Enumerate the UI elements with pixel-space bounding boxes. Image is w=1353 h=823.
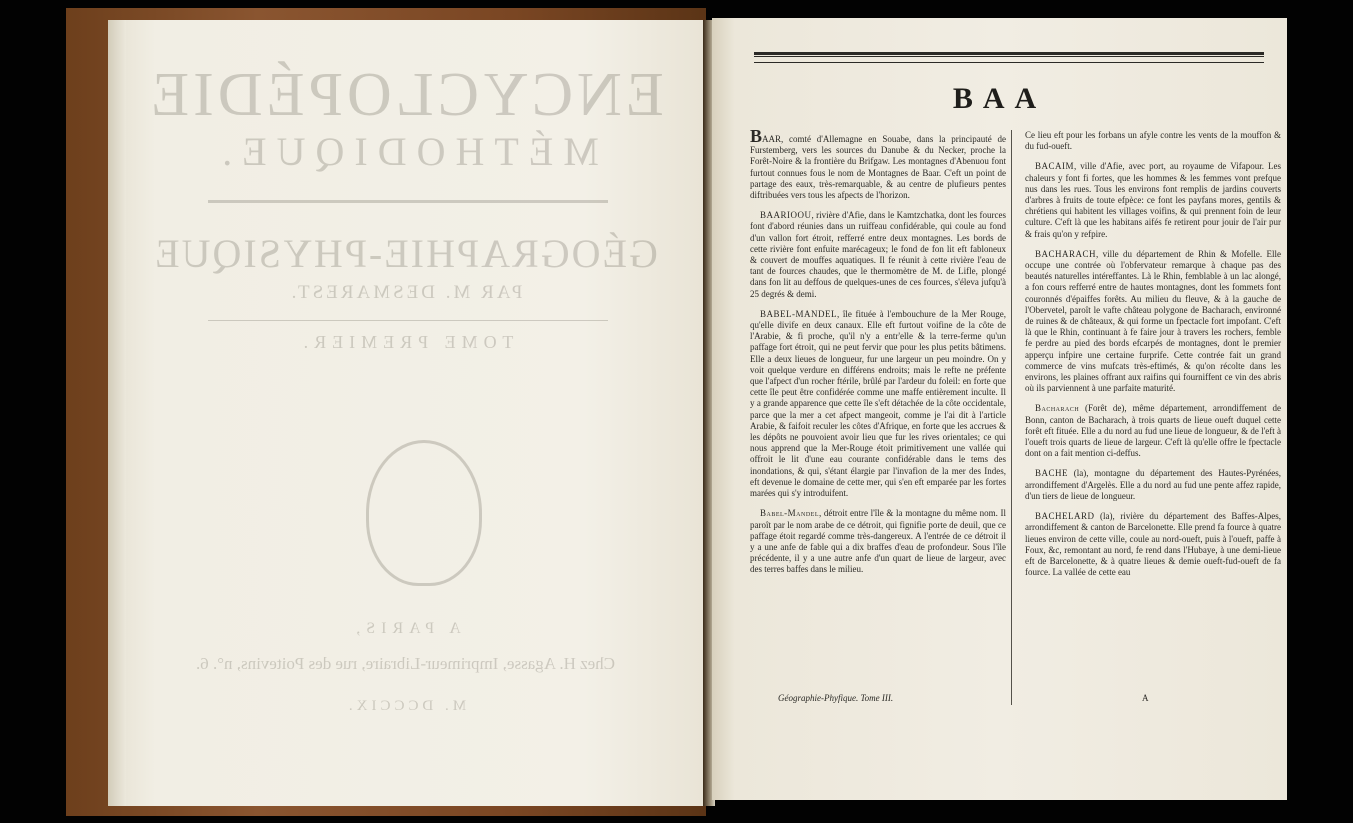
text-column-left xyxy=(750,126,1006,585)
entry-bacharach xyxy=(1025,249,1281,395)
right-page xyxy=(712,18,1287,800)
entry-lemma: Babel-Mandel xyxy=(760,508,819,519)
entry-lemma: BACHELARD xyxy=(1035,511,1095,522)
entry-lemma: Bacharach xyxy=(1035,403,1080,414)
entry-text: , ville du département de Rhin & Mofelle. Elle occupe une contrée où l'obfervateur remarque à chaque pas des beautés naturelles intéreffantes. Là le Rhin, femblable à un lac alongé, a fon cours refferré entre de hautes montagnes, dont les fommets font couronnés d'épaiffes forêts. Au milieu du fleuve, & à la gauche de l'Obervetel, paroît le vafte château polygone de Bacharach, environné de ruines & de châteaux, & qui forme un fpectacle fort impofant. C'eft là que le Rhin, continuant à fe faire jour à travers les rochers, femble fe perdre au pied des bords efcarpés de montagnes, dont le premier apperçu infpire une certaine furprife. Cette contrée fait un grand commerce de vins mufcats très-eftimés, & qu'on récolte dans les environs, les plaines offrant aux raifins qui fourniffent ce vin des abris où ils parviennent à une parfaite maturité. xyxy=(1025,248,1281,394)
entry-bacharach-foret xyxy=(1025,403,1281,459)
entry-text: Ce lieu eft pour les forbans un afyle contre les vents de la mouffon & du fud-oueft. xyxy=(1025,130,1281,152)
entry-text: (la), rivière du département des Baffes-Alpes, arrondiffement & canton de Barcelonette. Elle prend fa fource à quatre lieues environ de cette ville, coule au nord-oueft, puis à l'oueft, paffe à Foux, &c, remontant au nord, fe rend dans l'Hubaye, à une demi-lieue eft de Barcelonette, & à quatre lieues & demie oueft-fud-oueft de fa fource. La vallée de cette eau xyxy=(1025,511,1281,578)
entry-text: AAR, comté d'Allemagne en Souabe, dans la principauté de Furstemberg, vers les sources du Danube & du Necker, proche la Forêt-Noire & la frontière du Brifgaw. Les montagnes d'Abenuou font furtout connues fous le nom de Montagnes de Baar. C'eft un point de partage des eaux, très-remarquable, & au centre de plufieurs pentes diftribuées vers tous les afpects de l'horizon. xyxy=(750,134,1006,201)
entry-bachelard xyxy=(1025,511,1281,578)
entry-text: , détroit entre l'île & la montagne du même nom. Il paroît par le nom arabe de ce détroit, qui fignifie porte de deuil, que ce paffage étoit regardé comme très-dangereux. A l'entrée de ce détroit il y a une anfe de fable qui a dix braffes d'eau de profondeur. Sous l'île précédente, il y a une autre anfe d'un quart de lieue de largeur, avec des terres baffes dans le milieu. xyxy=(750,508,1006,575)
entry-text: (Forêt de), même département, arrondiffement de Bonn, canton de Bacharach, à trois quarts de lieue oueft duquel cette forêt eft fituée. Elle a du nord au fud une lieue de longueur, & de l'eft à l'oueft trois quarts de lieue de largeur. C'eft là qu'elle offre le fpectacle dont on a fait mention ci-deffus. xyxy=(1025,403,1281,459)
entry-lemma: BACHE xyxy=(1035,468,1069,479)
entry-lemma: BACAIM xyxy=(1035,161,1075,172)
entry-baarioou xyxy=(750,210,1006,300)
entry-baar xyxy=(750,126,1006,201)
bleed-line: MÉTHODIQUE. xyxy=(212,129,599,174)
page-footer: Géographie-Phyfique. Tome III. xyxy=(778,693,894,703)
page-heading: BAA xyxy=(952,82,1047,115)
entry-text: (la), montagne du département des Hautes-Pyrénées, arrondiffement d'Argelès. Elle a du nord au fud une pente affez rapide, d'un tiers de lieue de longueur. xyxy=(1025,468,1281,501)
entry-lemma: BABEL-MANDEL xyxy=(760,308,837,319)
bleed-line: Chez H. Agasse, Imprimeur-Libraire, rue des Poitevins, n°. 6. xyxy=(195,654,616,673)
bleed-line: ENCYCLOPÉDIE xyxy=(147,61,664,129)
text-column-right xyxy=(1025,130,1281,587)
entry-babel-mandel-detroit xyxy=(750,508,1006,575)
entry-bache xyxy=(1025,468,1281,502)
bleed-through-title xyxy=(108,20,703,806)
divider xyxy=(208,200,608,203)
entry-continuation xyxy=(1025,130,1281,152)
entry-text: , ville d'Afie, avec port, au royaume de Vifapour. Les chaleurs y font fi fortes, que les hommes & les femmes vont prefque nus dans les rues. Tous les environs font remplis de jardins couverts d'arbres à fruits de toute efpèce: ce font les payfans mores, gentils & chrétiens qui habitent les villages voifins, & qui prennent foin de leur culture. C'eft là que les habitans aifés fe retirent pour jouir de l'air pur & frais qu'on y refpire. xyxy=(1025,161,1281,239)
bleed-line: M. DCCCIX. xyxy=(344,698,467,714)
header-rule xyxy=(754,52,1264,63)
left-page xyxy=(108,20,703,806)
bleed-line: PAR M. DESMAREST. xyxy=(288,282,523,303)
entry-text: , rivière d'Afie, dans le Kamtzchatka, dont les fources font d'abord réunies dans un ruiffeau confidérable, qui coule au fond d'un vallon fort étroit, refferré entre deux montagnes. Les bords de cette rivière font enfuite marécageux; le fond de fon lit eft fabloneux & couvert de mouffes aquatiques. Il fe réunit à cette rivière l'eau de tant de fources chaudes, que le thermomètre de M. de Lifle, plongé dans fon lit au deffous de quelques-unes de ces fources, s'éleva jufqu'à 25 degrés & demi. xyxy=(750,210,1006,299)
entry-lemma: BAARIOOU xyxy=(760,210,812,221)
printer-emblem xyxy=(366,440,482,586)
divider xyxy=(208,320,608,321)
bleed-line: A PARIS, xyxy=(350,620,461,637)
entry-lemma: BACHARACH xyxy=(1035,248,1097,259)
drop-cap: B xyxy=(750,126,763,146)
column-divider xyxy=(1011,130,1012,705)
bleed-line: GÉOGRAPHIE-PHYSIQUE xyxy=(153,231,658,276)
entry-babel-mandel-ile xyxy=(750,309,1006,499)
entry-text: , île fituée à l'embouchure de la Mer Rouge, qu'elle divife en deux canaux. Elle eft furtout voifine de la côte de l'Arabie, & fi proche, qu'il n'y a entr'elle & la terre-ferme qu'un paffage fort étroit, qui ne peut fervir que pour les plus petits bâtimens. Elle a deux lieues de longueur, fur une largeur un peu moindre. On y voit quelque verdure en différens endroits; mais le refte ne préfente que l'afpect d'un rocher ftérile, brûlé par l'ardeur du foleil: en forte que cette île peut être confidérée comme une maffe entièrement inculte. Il y a grande apparence que cette île s'eft détachée de la côte occidentale, parce que la mer a cet afpect mangeoit, comme je l'ai dit à l'article Arabie, & faifoit reculer les côtes d'Afrique, en forte que les accrues & les dépôts ne pouvoient avoir lieu que fur les rives orientales; ce qui nous apprend que la Mer-Rouge étoit primitivement une vallée qui offroit le lit d'une eau courante confidérable dans le tems des inondations, & qui, s'étant élargie par l'invafion de la mer des Indes, eft devenue le domaine de cette mer, qui s'en eft emparée par les fortes marées qui s'y introduifent. xyxy=(750,308,1006,499)
signature-mark: A xyxy=(1142,693,1149,703)
entry-bacaim xyxy=(1025,161,1281,239)
bleed-line: TOME PREMIER. xyxy=(297,332,514,352)
